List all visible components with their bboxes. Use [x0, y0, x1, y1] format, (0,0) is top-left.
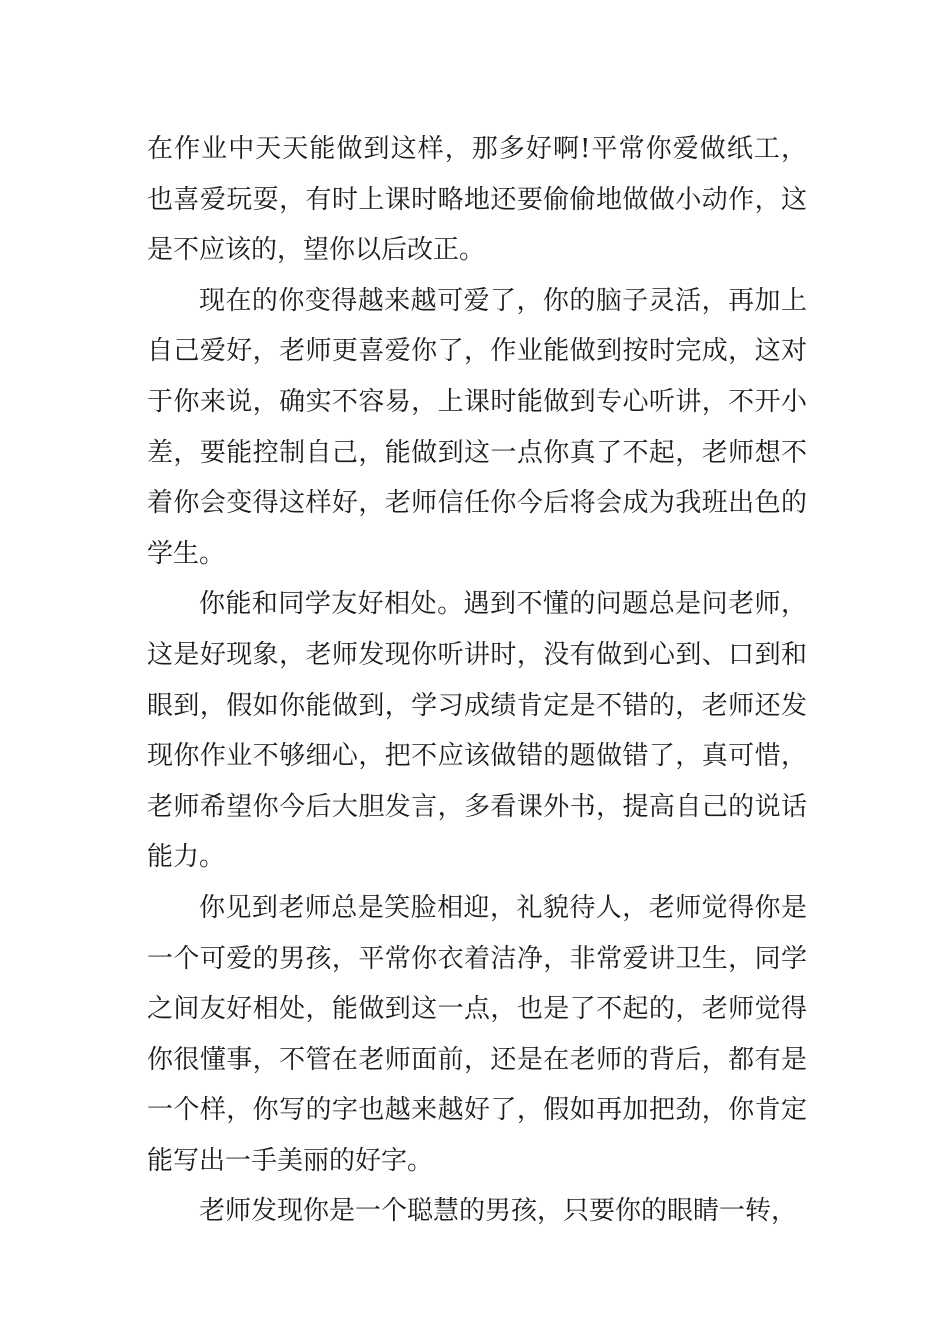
paragraph-3: 你能和同学友好相处。遇到不懂的问题总是问老师，这是好现象，老师发现你听讲时，没有做到心到、口到和眼到，假如你能做到，学习成绩肯定是不错的，老师还发现你作业不够细心，把不应该做错的题做错了，真可惜，老师希望你今后大胆发言，多看课外书，提高自己的说话能力。 [147, 589, 807, 873]
paragraph-5: 老师发现你是一个聪慧的男孩，只要你的眼睛一转， [199, 1196, 798, 1227]
paragraph-2: 现在的你变得越来越可爱了，你的脑子灵活，再加上自己爱好，老师更喜爱你了，作业能做到按时完成，这对于你来说，确实不容易，上课时能做到专心听讲，不开小差，要能控制自己，能做到这一点你真了不起，老师想不着你会变得这样好，老师信任你今后将会成为我班出色的学生。 [147, 285, 807, 569]
paragraph-4: 你见到老师总是笑脸相迎，礼貌待人，老师觉得你是一个可爱的男孩，平常你衣着洁净，非常爱讲卫生，同学之间友好相处，能做到这一点，也是了不起的，老师觉得你很懂事，不管在老师面前，还是在老师的背后，都有是一个样，你写的字也越来越好了，假如再加把劲，你肯定能写出一手美丽的好字。 [147, 892, 807, 1176]
paragraph-1-continuation: 在作业中天天能做到这样，那多好啊!平常你爱做纸工，也喜爱玩耍，有时上课时略地还要偷偷地做做小动作，这是不应该的，望你以后改正。 [147, 134, 807, 266]
document-body [147, 124, 807, 1237]
